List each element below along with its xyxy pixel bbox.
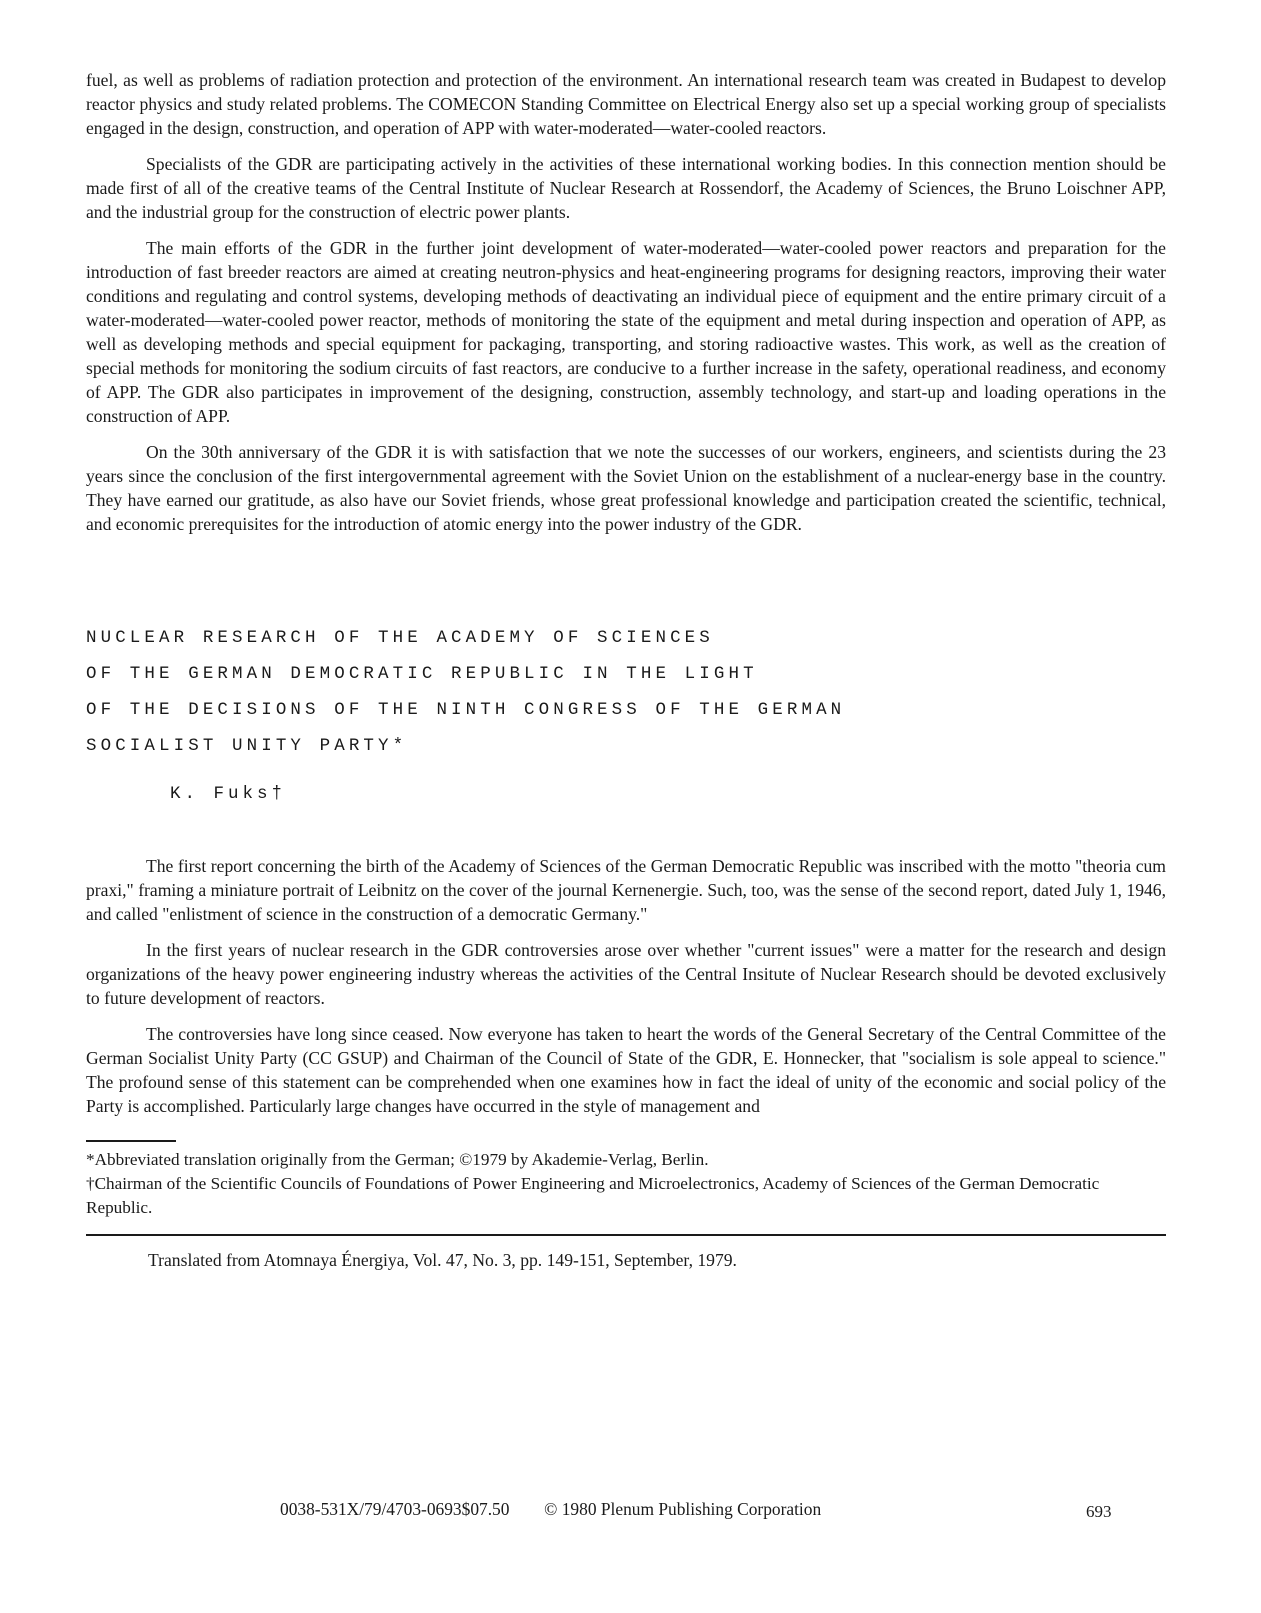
title-line: SOCIALIST UNITY PARTY* [86,736,408,756]
footnote: †Chairman of the Scientific Councils of Foundations of Power Engineering and Microelectronics, Academy of Sciences of the German Democratic Republic. [86,1174,1100,1217]
translation-source: Translated from Atomnaya Énergiya, Vol. 47, No. 3, pp. 149-151, September, 1979. [148,1250,737,1270]
page-number: 693 [1086,1502,1112,1521]
paragraph: The main efforts of the GDR in the further joint development of water-moderated—water-cooled power reactors and preparation for the introduction of fast breeder reactors are aimed at creating neutron-physics and heat-engineering programs for designing reactors, improving their water conditions and regulating and control systems, developing methods of deactivating an individual piece of equipment and the entire primary circuit of a water-moderated—water-cooled power reactor, methods of monitoring the state of the equipment and metal during inspection and operation of APP, as well as developing methods and special equipment for packaging, transporting, and storing radioactive wastes. This work, as well as the creation of special methods for monitoring the sodium circuits of fast reactors, are conducive to a further increase in the safety, operational readiness, and economy of APP. The GDR also participates in improvement of the designing, construction, assembly technology, and start-up and loading operations in the construction of APP. [86,238,1166,426]
paragraph: The first report concerning the birth of the Academy of Sciences of the German Democratic Republic was inscribed with the motto "theoria cum praxi," framing a miniature portrait of Leibnitz on the cover of the journal Kernenergie. Such, too, was the sense of the second report, dated July 1, 1946, and called "enlistment of science in the construction of a democratic Germany." [86,856,1166,924]
page-content [86,68,1166,1272]
paragraph: On the 30th anniversary of the GDR it is with satisfaction that we note the successes of our workers, engineers, and scientists during the 23 years since the conclusion of the first intergovernmental agreement with the Soviet Union on the establishment of a nuclear-energy base in the country. They have earned our gratitude, as also have our Soviet friends, whose great professional knowledge and participation created the scientific, technical, and economic prerequisites for the introduction of atomic energy into the power industry of the GDR. [86,442,1166,534]
page-divider [86,1234,1166,1236]
footnotes [86,1148,1166,1220]
paragraph: fuel, as well as problems of radiation protection and protection of the environment. An international research team was created in Budapest to develop reactor physics and study related problems. The COMECON Standing Committee on Electrical Energy also set up a special working group of specialists engaged in the design, construction, and operation of APP with water-moderated—water-cooled reactors. [86,70,1166,138]
author-name: K. Fuks† [170,784,287,804]
paragraph: Specialists of the GDR are participating actively in the activities of these international working bodies. In this connection mention should be made first of all of the creative teams of the Central Institute of Nuclear Research at Rossendorf, the Academy of Sciences, the Bruno Loischner APP, and the industrial group for the construction of electric power plants. [86,154,1166,222]
paragraph: In the first years of nuclear research in the GDR controversies arose over whether "current issues" were a matter for the research and design organizations of the heavy power engineering industry whereas the activities of the Central Insitute of Nuclear Research should be devoted exclusively to future development of reactors. [86,940,1166,1008]
title-line: NUCLEAR RESEARCH OF THE ACADEMY OF SCIENCES [86,628,714,648]
title-line: OF THE GERMAN DEMOCRATIC REPUBLIC IN THE LIGHT [86,664,758,684]
title-line: OF THE DECISIONS OF THE NINTH CONGRESS OF THE GERMAN [86,700,846,720]
article [86,620,1166,1118]
article-code: 0038-531X/79/4703-0693$07.50 [280,1499,510,1519]
article-body [86,854,1166,1118]
article-title [86,620,1166,764]
previous-article-continuation [86,68,1166,536]
copyright-notice: © 1980 Plenum Publishing Corporation [544,1499,822,1519]
footnote-divider [86,1140,176,1142]
paragraph: The controversies have long since ceased. Now everyone has taken to heart the words of the General Secretary of the Central Committee of the German Socialist Unity Party (CC GSUP) and Chairman of the Council of State of the GDR, E. Honnecker, that "socialism is sole appeal to science." The profound sense of this statement can be comprehended when one examines how in fact the ideal of unity of the economic and social policy of the Party is accomplished. Particularly large changes have occurred in the style of management and [86,1024,1166,1116]
footnote: *Abbreviated translation originally from the German; ©1979 by Akademie-Verlag, Berlin. [86,1150,709,1169]
publication-footer [280,1499,821,1520]
